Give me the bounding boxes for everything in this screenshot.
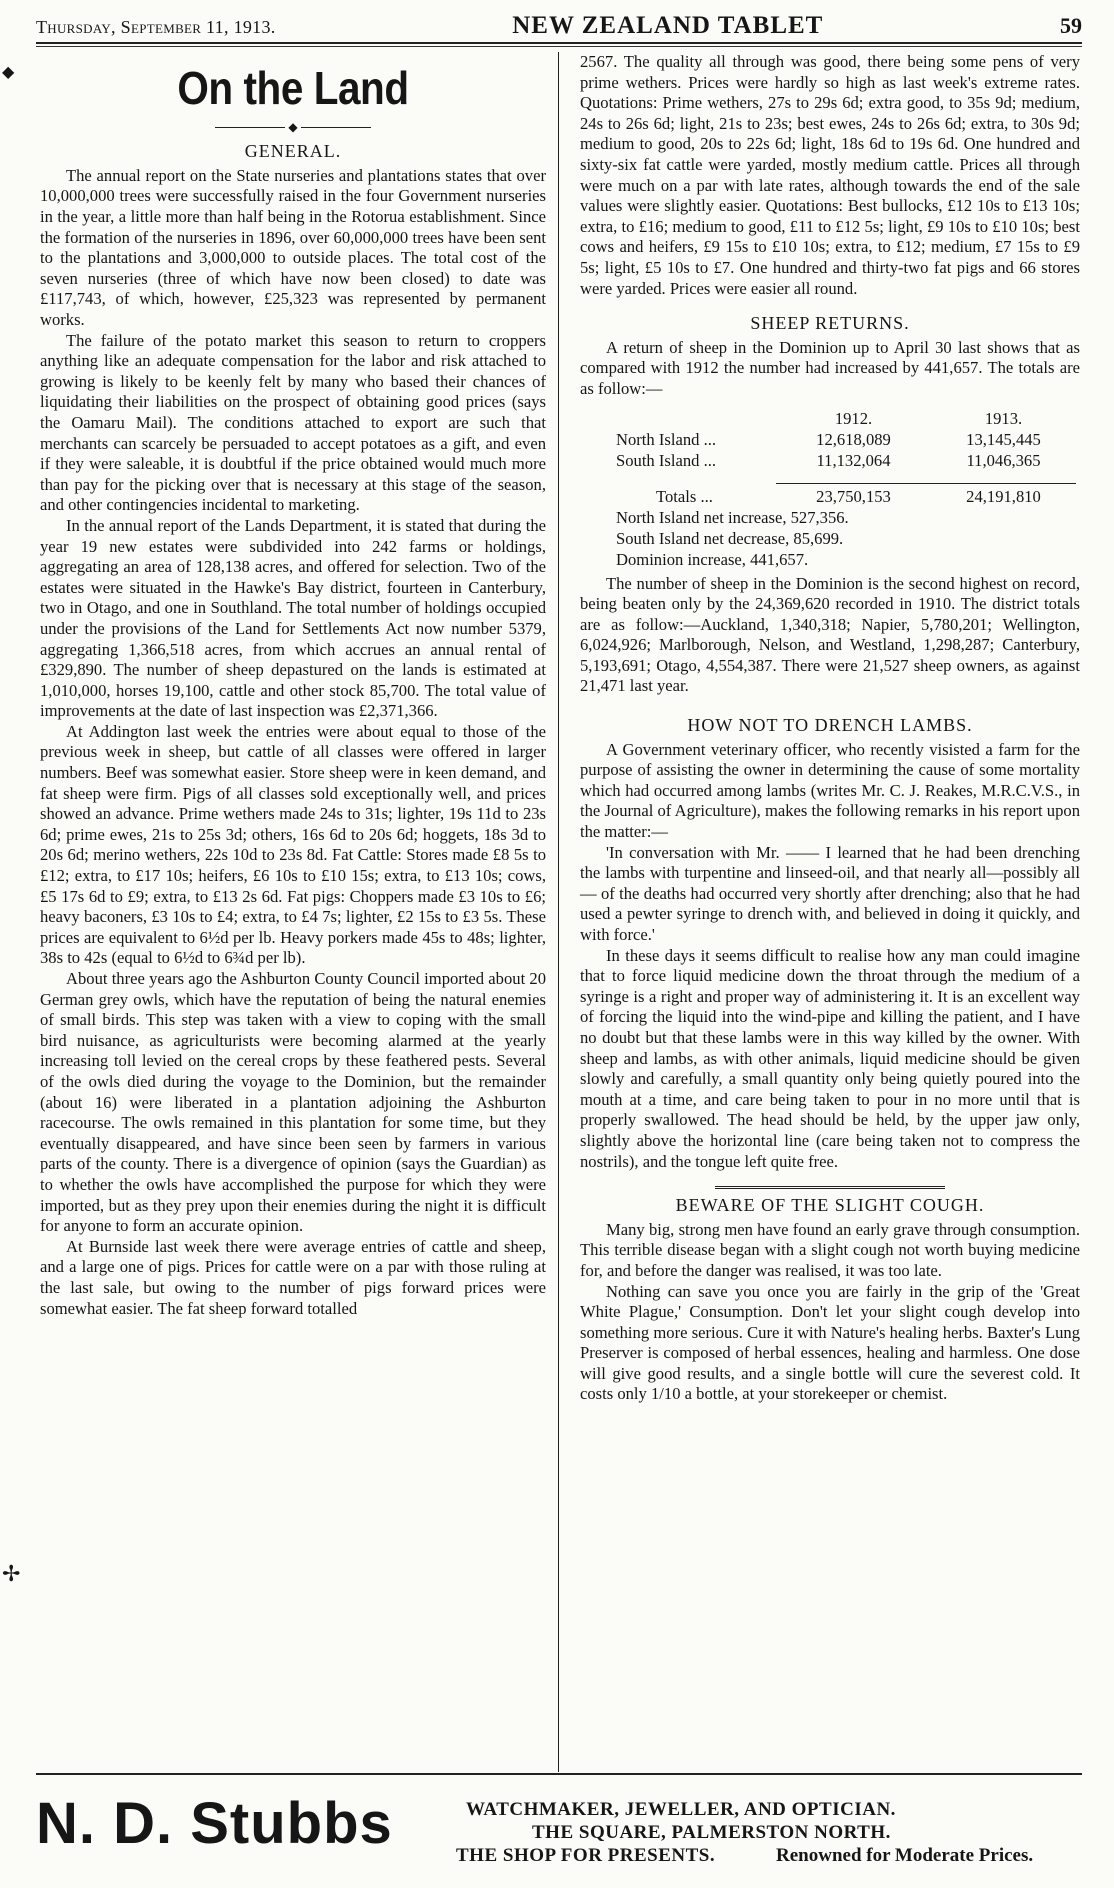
- section-heading-sheep: SHEEP RETURNS.: [750, 313, 910, 334]
- margin-mark-icon: ◆: [2, 62, 15, 81]
- paragraph: In these days it seems difficult to realise how any man could imagine that to force liquid medicine down the throat through the medium of a syringe is a right and proper way of administering it. It is an excellent way of forcing the liquid into the wind-pipe and killing the patient, and I have no doubt but that these lambs were in this way killed by the owner. With sheep and lambs, as with other animals, liquid medicine should be given slowly and carefully, a small quantity only being quietly poured into the mouth at a time, and care being taken to pour in no more until that is properly swallowed. The head should be held, by the upper jaw only, slightly above the horizontal line (care being taken not to compress the nostrils), and the tongue left quite free.: [580, 945, 1080, 1171]
- paragraph: 2567. The quality all through was good, there being some pens of very prime wethers. Prices were hardly so high as last week's extreme rates. Quotations: Prime wethers, 27s to 29s 6d; extra good, to 35s 9d; medium, 24s to 26s 6d; light, 21s to 23s; best ewes, 24s to 26s 6d; extra, to 30s 9d; medium to good, 20s to 22s 6d; light, 18s 6d to 19s 6d. One hundred and sixty-six fat cattle were yarded, mostly medium cattle. Prices all through were much on a par with late rates, although towards the end of the sale values were slightly easier. Quotations: Best bullocks, £12 10s to £13 10s; extra, to £16; medium to good, £11 to £12 5s; light, £9 10s to £10 10s; best cows and heifers, £9 15s to £10 10s; extra, to £12; medium, £7 15s to £9 5s; light, £5 10s to £7. One hundred and thirty-two fat pigs and 66 stores were yarded. Prices were easier all round.: [580, 52, 1080, 298]
- right-column: [580, 52, 1080, 1405]
- table-note: North Island net increase, 527,356.: [616, 507, 849, 527]
- advert-tagline: Renowned for Moderate Prices.: [776, 1845, 1034, 1866]
- table-row: North Island ... 12,618,089 13,145,445: [616, 429, 1041, 449]
- paragraph: A return of sheep in the Dominion up to April 30 last shows that as compared with 1912 the number had increased by 441,657. The totals are as follow:—: [580, 337, 1080, 398]
- paragraph: At Addington last week the entries were about equal to those of the previous week in sheep, but cattle of all classes were offered in larger numbers. Beef was somewhat easier. Store sheep were in keen demand, and fat sheep were firm. Pigs of all classes sold exceptionally well, and prices showed an advance. Prime wethers made 24s to 31s; lighter, 19s 11d to 23s 6d; prime ewes, 21s to 25s 3d; others, 16s 6d to 20s 6d; hoggets, 18s 3d to 20s 6d; merino wethers, 22s 10d to 23s 8d. Fat Cattle: Stores made £8 5s to £12; extra, to £17 10s; heifers, £6 10s to £10 15s; extra, to £13 10s; cows, £5 17s 6d to £9; extra, to £13 2s 6d. Fat pigs: Choppers made £3 10s to £6; heavy baconers, £3 10s to £4; extra, to £4 7s; lighter, £2 15s to £3 5s. These prices are equivalent to 6½d per lb. Heavy porkers made 45s to 48s; lighter, 38s to 42s (equal to 6½d to 6¾d per lb).: [40, 721, 546, 968]
- table-totals-row: Totals ... 23,750,153 24,191,810: [656, 486, 1041, 506]
- paragraph: Many big, strong men have found an early grave through consumption. This terrible disease began with a slight cough not worth buying medicine for, and before the danger was realised, it was too late.: [580, 1219, 1080, 1280]
- issue-date: Thursday, September 11, 1913.: [36, 17, 276, 37]
- margin-mark-icon: ✢: [2, 1562, 21, 1587]
- paragraph: A Government veterinary officer, who recently visisted a farm for the purpose of assisting the owner in determining the cause of some mortality which had occurred among lambs (writes Mr. C. J. Reakes, M.R.C.V.S., in the Journal of Agriculture), makes the following remarks in his report upon the matter:—: [580, 739, 1080, 842]
- advert-slogan: THE SHOP FOR PRESENTS.: [456, 1845, 716, 1866]
- advert-rule: [36, 1773, 1082, 1775]
- paragraph: 'In conversation with Mr. —— I learned that he had been drenching the lambs with turpentine and linseed-oil, and that nearly all—possibly all— of the deaths had occurred very shortly after drenching; also that he had used a pewter syringe to drench with, and believed in doing it quickly, and with force.': [580, 842, 1080, 944]
- section-rule: [715, 1186, 945, 1189]
- advert-address: THE SQUARE, PALMERSTON NORTH.: [532, 1822, 891, 1843]
- paragraph: In the annual report of the Lands Department, it is stated that during the year 19 new estates were subdivided into 242 farms or holdings, aggregating an area of 128,138 acres, and offered for selection. Two of the estates were situated in the Hawke's Bay district, fourteen in Canterbury, two in Otago, and one in Southland. The total number of holdings occupied under the provisions of the Land for Settlements Act now number 5379, aggregating 1,366,518 acres, from which accrues an annual rental of £329,890. The number of sheep depastured on the lands is estimated at 1,010,000, horses 19,100, cattle and other stock 85,700. The total value of improvements at the date of last inspection was £2,371,366.: [40, 515, 546, 721]
- paragraph: The failure of the potato market this season to return to croppers anything like an adequate compensation for the labor and risk attached to growing is likely to be keenly felt by many who based their chances of liquidating their liabilities on the prospect of obtaining good prices (says the Oamaru Mail). The conditions attached to export are such that merchants can scarcely be persuaded to accept potatoes as a gift, and even if they were saleable, it is doubtful if the price obtained would much more than pay for the picking over that is necessary at this stage of the season, and other contingencies incidental to marketing.: [40, 330, 546, 515]
- paragraph: Nothing can save you once you are fairly in the grip of the 'Great White Plague,' Consumption. Don't let your slight cough develop into something more serious. Cure it with Nature's healing herbs. Baxter's Lung Preserver is composed of herbal essences, healing and harmless. One dose will give good results, and a single bottle will cure the severest cold. It costs only 1/10 a bottle, at your storekeeper or chemist.: [580, 1281, 1080, 1404]
- table-row: South Island ... 11,132,064 11,046,365: [616, 450, 1041, 470]
- paragraph: At Burnside last week there were average entries of cattle and sheep, and a large one of pigs. Prices for cattle were on a par with those ruling at the last sale, but owing to the number of pigs forward prices were somewhat easier. The fat sheep forward totalled: [40, 1236, 546, 1318]
- advertisement: [36, 1785, 1082, 1880]
- table-note: South Island net decrease, 85,699.: [616, 528, 844, 548]
- paragraph: The number of sheep in the Dominion is the second highest on record, being beaten only by the 24,369,620 recorded in 1910. The district totals are as follow:—Auckland, 1,340,318; Napier, 5,780,201; Wellington, 6,024,926; Marlborough, Nelson, and Westland, 1,298,287; Canterbury, 5,193,691; Otago, 4,554,387. There were 21,527 sheep owners, as against 21,471 last year.: [580, 573, 1080, 696]
- table-note: Dominion increase, 441,657.: [616, 549, 809, 569]
- advert-trade: WATCHMAKER, JEWELLER, AND OPTICIAN.: [466, 1799, 896, 1820]
- table-rule: [776, 483, 1076, 484]
- article-title: On the Land: [177, 62, 409, 114]
- section-heading-cough: BEWARE OF THE SLIGHT COUGH.: [675, 1195, 985, 1216]
- section-heading-general: GENERAL.: [244, 141, 342, 162]
- paragraph: The annual report on the State nurseries and plantations states that over 10,000,000 trees were successfully raised in the four Government nurseries in the year, a little more than half being in the Rotorua establishment. Since the formation of the nurseries in 1896, over 60,000,000 trees have been sent to the plantations and 3,000,000 to outside places. The total cost of the seven nurseries (three of which have now been closed) to date was £117,743, of which, however, £25,323 was represented by permanent works.: [40, 165, 546, 329]
- sheep-table: [616, 408, 1080, 570]
- title-ornament: [40, 118, 546, 135]
- table-header-row: 1912. 1913.: [834, 408, 1023, 428]
- diamond-icon: ◆: [288, 120, 298, 135]
- advert-name: N. D. Stubbs: [36, 1791, 393, 1856]
- section-heading-drench: HOW NOT TO DRENCH LAMBS.: [687, 715, 973, 736]
- left-column: [40, 52, 546, 1319]
- column-divider: [558, 52, 559, 1772]
- page-header: [36, 6, 1082, 44]
- paragraph: About three years ago the Ashburton County Council imported about 20 German grey owls, which have the reputation of being the natural enemies of small birds. This step was taken with a view to coping with the small bird nuisance, as agriculturists were becoming alarmed at the yearly increasing toll levied on the cereal crops by these feathered pests. Several of the owls died during the voyage to the Dominion, but the remainder (about 16) were liberated in a plantation adjoining the Ashburton racecourse. The owls remained in this plantation for some time, but they eventually disappeared, and have since been seen by farmers in various parts of the county. There is a divergence of opinion (says the Guardian) as to whether the owls have accomplished the purpose for which they were imported, but as they prey upon their enemies during the night it is difficult for anyone to form an accurate opinion.: [40, 969, 546, 1236]
- masthead: NEW ZEALAND TABLET: [512, 12, 824, 39]
- header-rule: [36, 46, 1082, 47]
- page-number: 59: [1059, 13, 1082, 38]
